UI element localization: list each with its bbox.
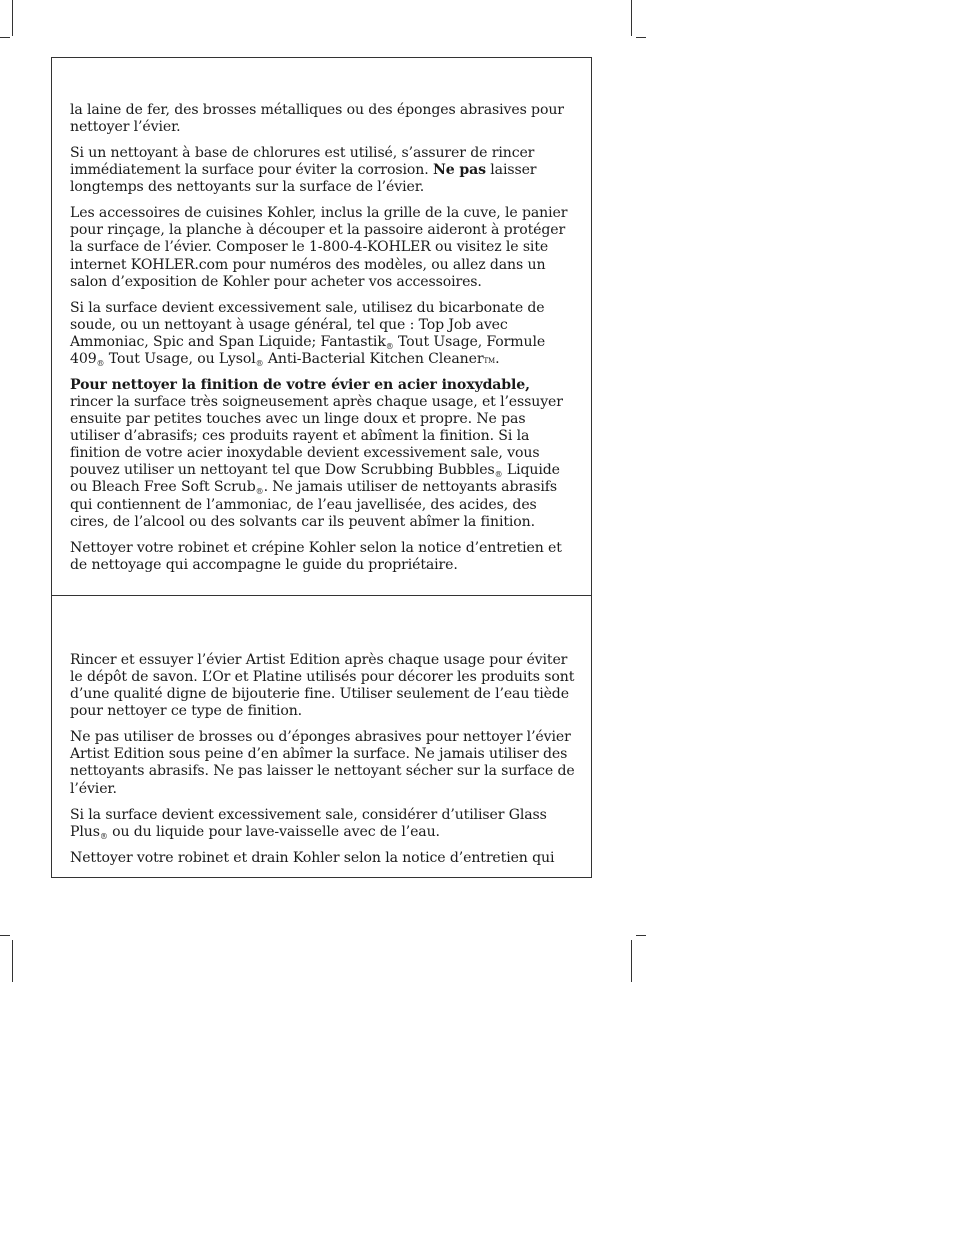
care-p2-bold: Ne pas [432, 162, 486, 179]
registered-mark: ® [255, 358, 264, 368]
care-p2-text-a: Si un nettoyant à base de chlorures est utilisé, s’assurer de rincer immédiatement la surface pour éviter la corrosion. [70, 145, 535, 179]
care-p4-text-e: . [495, 350, 500, 367]
care-p4-text-d: Anti-Bacterial Kitchen Cleaner [263, 350, 484, 367]
registered-mark: ® [99, 831, 108, 841]
crop-mark-bottom-left-v [12, 940, 13, 982]
artist-p3-text-a: Si la surface devient excessivement sale, considérer d’utiliser Glass Plus [70, 806, 547, 840]
care-paragraph-1: la laine de fer, des brosses métalliques ou des éponges abrasives pour nettoyer l’évier. [70, 102, 564, 136]
care-p5-bold: Pour nettoyer la finition de votre évier en acier inoxydable, [70, 376, 530, 393]
crop-mark-top-right-v [631, 0, 632, 36]
care-p2-text-b: laisser longtemps des nettoyants sur la surface de l’évier. [70, 162, 537, 196]
registered-mark: ® [96, 358, 105, 368]
artist-p3-text-b: ou du liquide pour lave-vaisselle avec de l’eau. [107, 823, 440, 840]
artist-paragraph-2: Ne pas utiliser de brosses ou d’éponges abrasives pour nettoyer l’évier Artist Edition sous peine d’en abîmer la surface. Ne jamais utiliser des nettoyants abrasifs. Ne pas laisser le nettoyant sécher sur la surface de l’évier. [70, 729, 575, 797]
artist-paragraph-3 [70, 807, 575, 841]
trademark-mark: TM [483, 356, 496, 365]
care-p4-text-b: Tout Usage, Formule 409 [70, 333, 546, 367]
artist-paragraph-1: Rincer et essuyer l’évier Artist Edition après chaque usage pour éviter le dépôt de savon. L’Or et Platine utilisés pour décorer les produits sont d’une qualité digne de bijouterie fine. Utiliser seulement de l’eau tiède pour nettoyer ce type de finition. [70, 652, 575, 720]
crop-mark-bottom-right-v [631, 940, 632, 982]
artist-paragraph-4: Nettoyer votre robinet et drain Kohler selon la notice d’entretien qui [70, 849, 555, 866]
care-p4-text-a: Si la surface devient excessivement sale, utilisez du bicarbonate de soude, ou un nettoyant à usage général, tel que : Top Job avec Ammoniac, Spic and Span Liquide; Fantastik [70, 299, 545, 350]
care-section-box [51, 57, 592, 596]
care-paragraph-2 [70, 145, 575, 196]
care-p5-text-a: rincer la surface très soigneusement après chaque usage, et l’essuyer ensuite par petites touches avec un linge doux et propre. Ne pas utiliser d’abrasifs; ces produits rayent et abîment la finition. Si la finition de votre acier inoxydable devient excessivement sale, vous pouvez utiliser un nettoyant tel que Dow Scrubbing Bubbles [70, 393, 563, 479]
care-paragraph-4 [70, 300, 575, 368]
care-p4-text-c: Tout Usage, ou Lysol [104, 350, 256, 367]
artist-section-content [70, 652, 575, 876]
crop-mark-bottom-right-h [636, 935, 646, 936]
registered-mark: ® [255, 487, 264, 497]
care-p5-text-c: . Ne jamais utiliser de nettoyants abrasifs qui contiennent de l’ammoniac, de l’eau javellisée, des acides, des cires, de l’alcool ou des solvants car ils peuvent abîmer la finition. [70, 479, 557, 530]
care-p5-text-b: Liquide ou Bleach Free Soft Scrub [70, 462, 560, 496]
crop-mark-top-left-v [12, 0, 13, 36]
registered-mark: ® [494, 470, 503, 480]
crop-mark-bottom-left-h [0, 935, 10, 936]
care-section-content [70, 102, 575, 583]
registered-mark: ® [385, 341, 394, 351]
care-paragraph-6: Nettoyer votre robinet et crépine Kohler selon la notice d’entretien et de nettoyage qui accompagne le guide du propriétaire. [70, 539, 562, 573]
crop-mark-top-right-h [636, 37, 646, 38]
artist-edition-section-box [51, 595, 592, 878]
care-paragraph-3: Les accessoires de cuisines Kohler, inclus la grille de la cuve, le panier pour rinçage, la planche à découper et la passoire aideront à protéger la surface de l’évier. Composer le 1-800-4-KOHLER ou visitez le site internet KOHLER.com pour numéros des modèles, ou allez dans un salon d’exposition de Kohler pour acheter vos accessoires. [70, 205, 568, 290]
care-paragraph-5 [70, 377, 575, 531]
crop-mark-top-left-h [0, 37, 10, 38]
